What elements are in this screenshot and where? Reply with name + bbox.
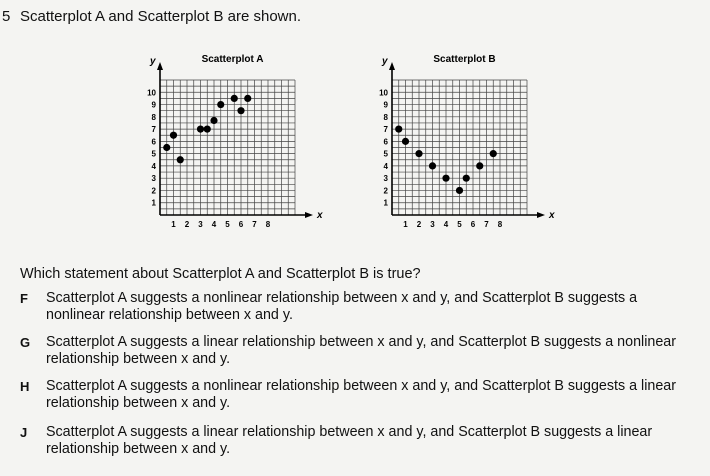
option-letter: H — [20, 379, 30, 394]
data-point — [490, 150, 497, 157]
y-axis-arrow — [157, 62, 163, 70]
y-tick-label: 4 — [151, 161, 156, 171]
x-axis-arrow — [537, 212, 545, 218]
y-tick-label: 6 — [151, 137, 156, 147]
data-point — [402, 138, 409, 145]
x-tick-label: 8 — [265, 220, 271, 229]
option-text: Scatterplot A suggests a nonlinear relationship between x and y, and Scatterplot B suggests a nonlinear relationship between x and y. — [46, 290, 638, 323]
x-tick-label: 6 — [470, 220, 476, 229]
data-point — [429, 162, 436, 169]
x-axis-label: x — [549, 210, 555, 221]
x-tick-label: 5 — [225, 220, 230, 229]
question-text: Which statement about Scatterplot A and Scatterplot B is true? — [20, 266, 421, 282]
data-point — [237, 107, 244, 114]
x-tick-label: 3 — [198, 220, 203, 229]
y-tick-label: 9 — [151, 100, 156, 110]
y-tick-label: 1 — [383, 198, 388, 208]
x-tick-label: 2 — [416, 220, 422, 229]
y-tick-label: 2 — [383, 186, 388, 196]
x-tick-label: 6 — [238, 220, 244, 229]
data-point — [204, 125, 211, 132]
x-tick-label: 4 — [443, 220, 449, 229]
x-tick-label: 1 — [171, 220, 176, 229]
scatterplot-a — [120, 50, 330, 240]
data-point — [463, 175, 470, 182]
y-tick-label: 4 — [383, 161, 388, 171]
y-tick-label: 3 — [383, 174, 388, 184]
y-tick-label: 7 — [383, 125, 388, 135]
data-point — [415, 150, 422, 157]
data-point — [244, 95, 251, 102]
y-tick-label: 8 — [151, 112, 156, 122]
y-tick-label: 10 — [147, 88, 156, 98]
y-tick-label: 9 — [383, 100, 388, 110]
y-tick-label: 3 — [151, 174, 156, 184]
x-tick-label: 7 — [484, 220, 489, 229]
x-axis-label: x — [317, 210, 323, 221]
option-letter: F — [20, 291, 28, 306]
data-point — [177, 156, 184, 163]
option-letter: G — [20, 335, 31, 350]
option-text: Scatterplot A suggests a nonlinear relationship between x and y, and Scatterplot B suggests a linear relationship between x and y. — [46, 378, 676, 411]
data-point — [476, 162, 483, 169]
data-point — [163, 144, 170, 151]
data-point — [210, 117, 217, 124]
y-tick-label: 2 — [151, 186, 156, 196]
chart-title: Scatterplot A — [201, 54, 264, 65]
y-axis-arrow — [389, 62, 395, 70]
x-tick-label: 7 — [252, 220, 257, 229]
data-point — [456, 187, 463, 194]
option-text: Scatterplot A suggests a linear relationship between x and y, and Scatterplot B suggests a nonlinear relationship between x and y. — [46, 334, 676, 367]
data-point — [217, 101, 224, 108]
x-tick-label: 5 — [457, 220, 462, 229]
prompt-text: Scatterplot A and Scatterplot B are shown. — [20, 8, 302, 25]
data-point — [442, 175, 449, 182]
option-letter: J — [20, 425, 28, 440]
data-point — [395, 125, 402, 132]
x-axis-arrow — [305, 212, 313, 218]
data-point — [231, 95, 238, 102]
y-tick-label: 10 — [379, 88, 388, 98]
data-point — [197, 125, 204, 132]
x-tick-label: 2 — [184, 220, 190, 229]
chart-title: Scatterplot B — [433, 54, 496, 65]
option-text: Scatterplot A suggests a linear relationship between x and y, and Scatterplot B suggests a linear relationship between x and y. — [46, 424, 653, 457]
data-point — [170, 132, 177, 139]
x-tick-label: 3 — [430, 220, 435, 229]
y-tick-label: 7 — [151, 125, 156, 135]
y-tick-label: 1 — [151, 198, 156, 208]
x-tick-label: 8 — [497, 220, 503, 229]
y-tick-label: 5 — [151, 149, 156, 159]
x-tick-label: 1 — [403, 220, 408, 229]
question-number: 5 — [2, 8, 11, 25]
scatterplot-b — [352, 50, 562, 240]
x-tick-label: 4 — [211, 220, 217, 229]
y-axis-label: y — [382, 56, 388, 67]
y-tick-label: 8 — [383, 112, 388, 122]
y-axis-label: y — [150, 56, 156, 67]
y-tick-label: 5 — [383, 149, 388, 159]
y-tick-label: 6 — [383, 137, 388, 147]
